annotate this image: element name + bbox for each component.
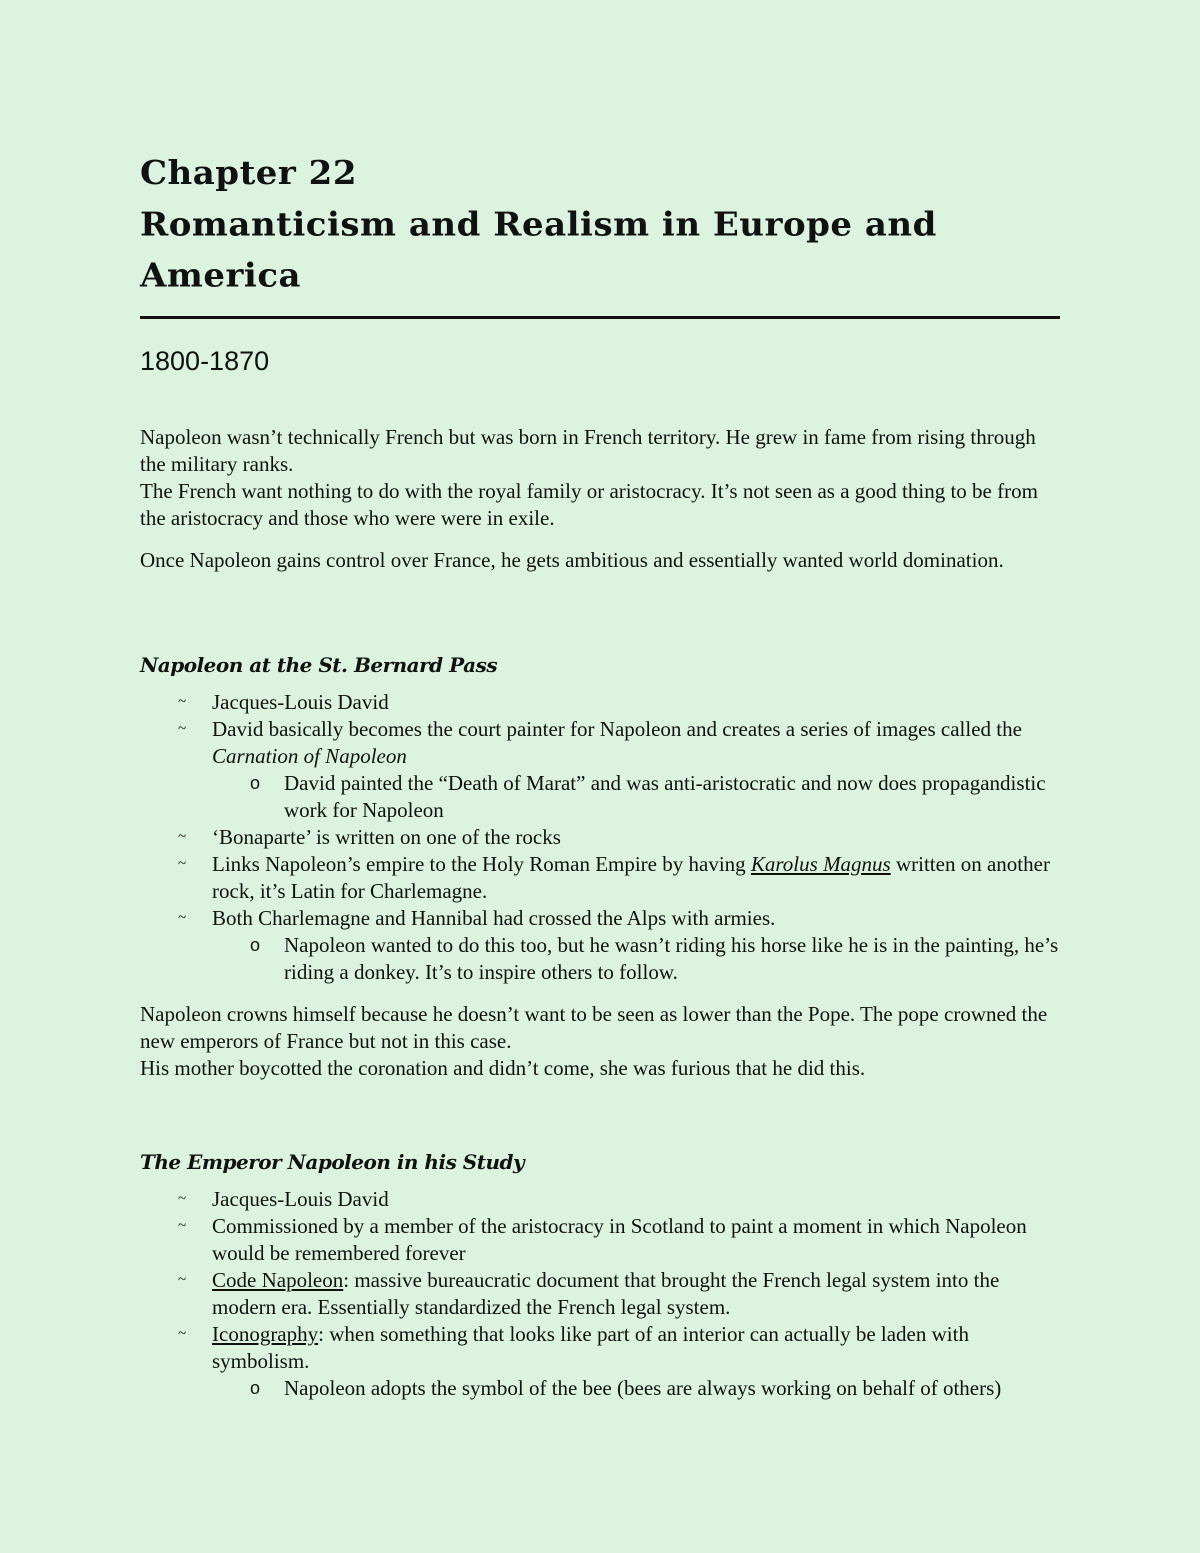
list-item: ~ Jacques-Louis David: [178, 690, 389, 714]
sublist-item: o Napoleon adopts the symbol of the bee (bees are always working on behalf of others): [250, 1376, 1002, 1400]
list-item: ~ David basically becomes the court painter for Napoleon and creates a series of images called the Carnation of Napoleon o David painted the “Death of Marat” and was anti-aristocratic and now does propagandistic work for Napoleon: [140, 716, 1060, 824]
list-item: ~ Code Napoleon: massive bureaucratic document that brought the French legal system into the modern era. Essentially standardized the French legal system.: [178, 1268, 1000, 1319]
circle-bullet-icon: o: [250, 773, 261, 793]
latin-term: Karolus Magnus: [750, 852, 891, 876]
list-item: ~ Commissioned by a member of the aristocracy in Scotland to paint a moment in which Napoleon would be remembered forever: [178, 1214, 1027, 1265]
date-range: 1800-1870: [140, 346, 270, 376]
heading-divider: [140, 316, 1060, 319]
tilde-bullet-icon: ~: [178, 910, 187, 926]
document-page: [140, 148, 1060, 1402]
tilde-bullet-icon: ~: [178, 1326, 187, 1342]
circle-bullet-icon: o: [250, 1378, 261, 1398]
intro-paragraph-2: Once Napoleon gains control over France, he gets ambitious and essentially wanted world domination.: [140, 548, 1004, 572]
sublist: [212, 1375, 1060, 1402]
circle-bullet-icon: o: [250, 935, 261, 955]
tilde-bullet-icon: ~: [178, 829, 187, 845]
sublist-item: o Napoleon wanted to do this too, but he wasn’t riding his horse like he is in the painting, he’s riding a donkey. It’s to inspire others to follow.: [250, 933, 1059, 984]
list-item: ~ Links Napoleon’s empire to the Holy Roman Empire by having Karolus Magnus written on another rock, it’s Latin for Charlemagne.: [178, 852, 1050, 903]
tilde-bullet-icon: ~: [178, 694, 187, 710]
coronation-paragraph-2: His mother boycotted the coronation and didn’t come, she was furious that he did this.: [140, 1056, 866, 1080]
chapter-title: Romanticism and Realism in Europe and America: [140, 205, 937, 296]
tilde-bullet-icon: ~: [178, 856, 187, 872]
section1-list: [140, 689, 1060, 986]
list-item: ~ Iconography: when something that looks like part of an interior can actually be laden with symbolism. o Napoleon adopts the symbol of the bee (bees are always working on behalf of others): [140, 1321, 1060, 1402]
section-heading-st-bernard: Napoleon at the St. Bernard Pass: [140, 653, 498, 677]
list-item: ~ Both Charlemagne and Hannibal had crossed the Alps with armies. o Napoleon wanted to do this too, but he wasn’t riding his horse like he is in the painting, he’s riding a donkey. It’s to inspire others to follow.: [178, 906, 1059, 984]
section-heading-study: The Emperor Napoleon in his Study: [140, 1150, 525, 1174]
sublist: [212, 932, 1060, 986]
tilde-bullet-icon: ~: [178, 1272, 187, 1288]
tilde-bullet-icon: ~: [178, 1191, 187, 1207]
tilde-bullet-icon: ~: [178, 1218, 187, 1234]
term-code-napoleon: Code Napoleon: [212, 1268, 344, 1292]
tilde-bullet-icon: ~: [178, 721, 187, 737]
intro-paragraph-1a: Napoleon wasn’t technically French but was born in French territory. He grew in fame from rising through the military ranks.: [140, 425, 1036, 476]
term-iconography: Iconography: [212, 1322, 319, 1346]
intro-paragraph-1b: The French want nothing to do with the royal family or aristocracy. It’s not seen as a good thing to be from the aristocracy and those who were were in exile.: [140, 479, 1038, 530]
section2-list: [140, 1186, 1060, 1402]
artwork-title: Carnation of Napoleon: [212, 744, 407, 768]
list-item: ~ Jacques-Louis David: [178, 1187, 389, 1211]
sublist: [212, 770, 1060, 824]
coronation-paragraph-1: Napoleon crowns himself because he doesn’t want to be seen as lower than the Pope. The pope crowned the new emperors of France but not in this case.: [140, 1002, 1048, 1053]
chapter-number: Chapter 22: [140, 154, 357, 193]
chapter-heading: [140, 148, 1060, 302]
sublist-item: o David painted the “Death of Marat” and was anti-aristocratic and now does propagandistic work for Napoleon: [250, 771, 1046, 822]
list-item: ~ ‘Bonaparte’ is written on one of the rocks: [178, 825, 561, 849]
